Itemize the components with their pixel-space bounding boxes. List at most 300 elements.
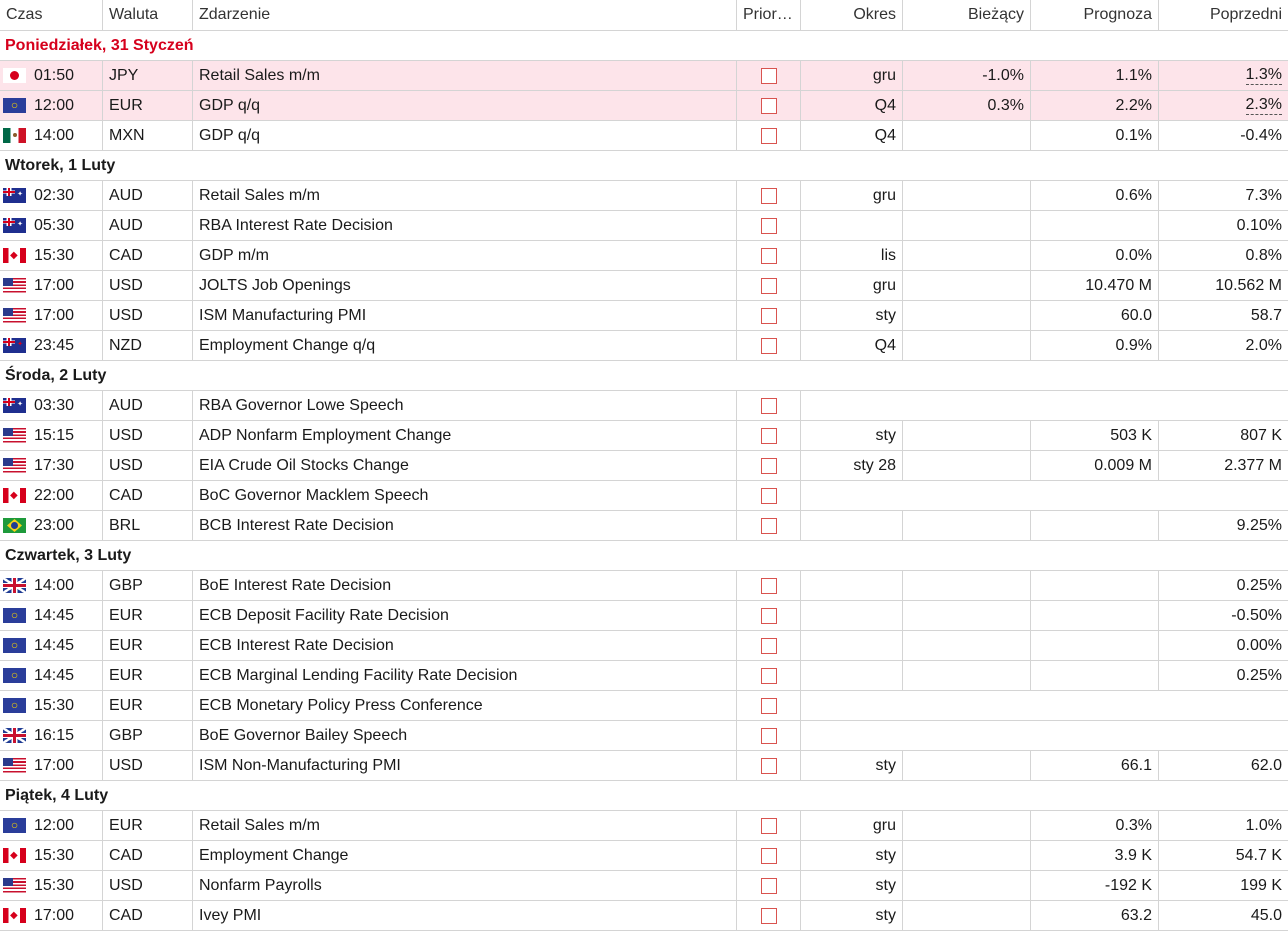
previous-cell	[1158, 901, 1288, 930]
event-name[interactable]: Ivey PMI	[192, 901, 736, 930]
currency-cell: CAD	[102, 841, 192, 870]
currency-cell: EUR	[102, 631, 192, 660]
period-cell: sty	[800, 751, 902, 780]
previous-cell	[1158, 331, 1288, 360]
actual-cell	[902, 271, 1030, 300]
previous-cell	[1158, 571, 1288, 600]
table-row[interactable]	[0, 91, 1288, 121]
col-header-forecast[interactable]: Prognoza	[1030, 0, 1158, 30]
currency-cell: CAD	[102, 481, 192, 510]
currency-cell: USD	[102, 871, 192, 900]
time-cell	[0, 901, 102, 930]
table-row[interactable]	[0, 841, 1288, 871]
priority-checkbox[interactable]	[761, 218, 777, 234]
event-time: 17:00	[34, 276, 75, 294]
priority-cell	[736, 571, 800, 600]
event-name[interactable]: BCB Interest Rate Decision	[192, 511, 736, 540]
us-flag-icon	[3, 278, 26, 293]
nz-flag-icon	[3, 338, 26, 353]
table-row[interactable]	[0, 211, 1288, 241]
priority-cell	[736, 121, 800, 150]
time-cell	[0, 571, 102, 600]
previous-value: 58.7	[1250, 306, 1282, 324]
event-time: 17:00	[34, 756, 75, 774]
priority-cell	[736, 751, 800, 780]
previous-value: 0.00%	[1236, 636, 1282, 654]
event-name[interactable]: ISM Non-Manufacturing PMI	[192, 751, 736, 780]
forecast-cell	[1030, 211, 1158, 240]
period-cell: sty 28	[800, 451, 902, 480]
priority-checkbox[interactable]	[761, 518, 777, 534]
previous-cell	[1158, 121, 1288, 150]
actual-cell	[902, 451, 1030, 480]
currency-cell: USD	[102, 301, 192, 330]
eu-flag-icon	[3, 98, 26, 113]
time-cell	[0, 841, 102, 870]
forecast-cell	[1030, 601, 1158, 630]
event-time: 22:00	[34, 486, 75, 504]
event-name[interactable]: Retail Sales m/m	[192, 181, 736, 210]
forecast-cell: -192 K	[1030, 871, 1158, 900]
time-cell	[0, 391, 102, 420]
au-flag-icon	[3, 188, 26, 203]
actual-cell	[902, 901, 1030, 930]
event-time: 01:50	[34, 66, 75, 84]
br-flag-icon	[3, 518, 26, 533]
table-row[interactable]	[0, 181, 1288, 211]
priority-cell	[736, 871, 800, 900]
table-row[interactable]	[0, 751, 1288, 781]
priority-checkbox[interactable]	[761, 308, 777, 324]
eu-flag-icon	[3, 608, 26, 623]
event-name[interactable]: JOLTS Job Openings	[192, 271, 736, 300]
event-name[interactable]: Retail Sales m/m	[192, 61, 736, 90]
priority-checkbox[interactable]	[761, 68, 777, 84]
priority-checkbox[interactable]	[761, 878, 777, 894]
time-cell	[0, 451, 102, 480]
day-header: Środa, 2 Luty	[0, 361, 1288, 391]
eu-flag-icon	[3, 698, 26, 713]
period-cell: sty	[800, 421, 902, 450]
actual-cell	[902, 511, 1030, 540]
forecast-cell: 0.3%	[1030, 811, 1158, 840]
actual-cell	[902, 721, 1030, 750]
table-row[interactable]	[0, 601, 1288, 631]
table-body	[0, 31, 1288, 931]
previous-cell	[1158, 211, 1288, 240]
previous-value: 2.377 M	[1224, 456, 1282, 474]
priority-cell	[736, 331, 800, 360]
priority-checkbox[interactable]	[761, 248, 777, 264]
priority-checkbox[interactable]	[761, 818, 777, 834]
event-name[interactable]: ECB Marginal Lending Facility Rate Decision	[192, 661, 736, 690]
priority-checkbox[interactable]	[761, 758, 777, 774]
event-name[interactable]: BoE Governor Bailey Speech	[192, 721, 736, 750]
table-row[interactable]	[0, 331, 1288, 361]
period-cell: sty	[800, 901, 902, 930]
day-header: Czwartek, 3 Luty	[0, 541, 1288, 571]
actual-cell	[902, 301, 1030, 330]
currency-cell: CAD	[102, 241, 192, 270]
currency-cell: AUD	[102, 181, 192, 210]
event-time: 17:00	[34, 906, 75, 924]
day-header: Wtorek, 1 Luty	[0, 151, 1288, 181]
table-row[interactable]	[0, 811, 1288, 841]
table-row[interactable]	[0, 451, 1288, 481]
event-name[interactable]: GDP m/m	[192, 241, 736, 270]
previous-value: 45.0	[1250, 906, 1282, 924]
previous-value: 9.25%	[1236, 516, 1282, 534]
event-name[interactable]: Employment Change q/q	[192, 331, 736, 360]
us-flag-icon	[3, 758, 26, 773]
previous-cell	[1158, 241, 1288, 270]
priority-cell	[736, 691, 800, 720]
table-row[interactable]	[0, 421, 1288, 451]
previous-cell	[1158, 841, 1288, 870]
forecast-cell: 0.1%	[1030, 121, 1158, 150]
previous-value: 10.562 M	[1215, 276, 1282, 294]
previous-value: 0.25%	[1236, 666, 1282, 684]
us-flag-icon	[3, 308, 26, 323]
currency-cell: USD	[102, 451, 192, 480]
period-cell: Q4	[800, 121, 902, 150]
forecast-cell: 3.9 K	[1030, 841, 1158, 870]
currency-cell: AUD	[102, 391, 192, 420]
priority-cell	[736, 391, 800, 420]
currency-cell: EUR	[102, 691, 192, 720]
priority-checkbox[interactable]	[761, 398, 777, 414]
priority-cell	[736, 511, 800, 540]
actual-cell	[902, 871, 1030, 900]
priority-cell	[736, 61, 800, 90]
actual-cell	[902, 241, 1030, 270]
event-name[interactable]: GDP q/q	[192, 121, 736, 150]
period-cell	[800, 631, 902, 660]
event-name[interactable]: ECB Deposit Facility Rate Decision	[192, 601, 736, 630]
event-time: 14:45	[34, 606, 75, 624]
previous-value: 807 K	[1240, 426, 1282, 444]
event-name[interactable]: ISM Manufacturing PMI	[192, 301, 736, 330]
col-header-previous[interactable]: Poprzedni	[1158, 0, 1288, 30]
previous-cell	[1158, 181, 1288, 210]
au-flag-icon	[3, 398, 26, 413]
event-name[interactable]: BoC Governor Macklem Speech	[192, 481, 736, 510]
priority-cell	[736, 91, 800, 120]
previous-value: -0.4%	[1240, 126, 1282, 144]
currency-cell: JPY	[102, 61, 192, 90]
previous-cell	[1158, 301, 1288, 330]
us-flag-icon	[3, 878, 26, 893]
event-name[interactable]: Retail Sales m/m	[192, 811, 736, 840]
table-row[interactable]	[0, 871, 1288, 901]
forecast-cell: 0.6%	[1030, 181, 1158, 210]
priority-cell	[736, 301, 800, 330]
time-cell	[0, 241, 102, 270]
actual-cell	[902, 811, 1030, 840]
previous-cell	[1158, 271, 1288, 300]
event-time: 14:00	[34, 576, 75, 594]
ca-flag-icon	[3, 488, 26, 503]
event-time: 02:30	[34, 186, 75, 204]
forecast-cell: 0.0%	[1030, 241, 1158, 270]
event-time: 12:00	[34, 816, 75, 834]
period-cell	[800, 601, 902, 630]
actual-cell	[902, 391, 1030, 420]
time-cell	[0, 421, 102, 450]
priority-cell	[736, 721, 800, 750]
previous-cell	[1158, 631, 1288, 660]
currency-cell: USD	[102, 421, 192, 450]
period-cell: Q4	[800, 91, 902, 120]
currency-cell: AUD	[102, 211, 192, 240]
time-cell	[0, 121, 102, 150]
currency-cell: EUR	[102, 811, 192, 840]
event-name[interactable]: ECB Interest Rate Decision	[192, 631, 736, 660]
previous-cell	[1158, 601, 1288, 630]
event-time: 17:30	[34, 456, 75, 474]
previous-cell	[1158, 811, 1288, 840]
eu-flag-icon	[3, 638, 26, 653]
currency-cell: EUR	[102, 601, 192, 630]
ca-flag-icon	[3, 908, 26, 923]
table-row[interactable]	[0, 61, 1288, 91]
forecast-cell	[1030, 661, 1158, 690]
day-header: Poniedziałek, 31 Styczeń	[0, 31, 1288, 61]
priority-checkbox[interactable]	[761, 488, 777, 504]
table-row[interactable]	[0, 391, 1288, 421]
previous-value: 7.3%	[1245, 186, 1282, 204]
priority-checkbox[interactable]	[761, 728, 777, 744]
previous-cell	[1158, 721, 1288, 750]
time-cell	[0, 871, 102, 900]
previous-value: 0.8%	[1245, 246, 1282, 264]
previous-cell	[1158, 61, 1288, 90]
time-cell	[0, 691, 102, 720]
priority-checkbox[interactable]	[761, 668, 777, 684]
period-cell: sty	[800, 871, 902, 900]
time-cell	[0, 61, 102, 90]
event-time: 15:15	[34, 426, 75, 444]
currency-cell: CAD	[102, 901, 192, 930]
period-cell: lis	[800, 241, 902, 270]
currency-cell: GBP	[102, 571, 192, 600]
priority-checkbox[interactable]	[761, 638, 777, 654]
time-cell	[0, 331, 102, 360]
currency-cell: USD	[102, 751, 192, 780]
previous-cell	[1158, 661, 1288, 690]
table-row[interactable]	[0, 571, 1288, 601]
priority-checkbox[interactable]	[761, 278, 777, 294]
us-flag-icon	[3, 428, 26, 443]
day-header: Piątek, 4 Luty	[0, 781, 1288, 811]
priority-cell	[736, 901, 800, 930]
priority-cell	[736, 631, 800, 660]
priority-checkbox[interactable]	[761, 458, 777, 474]
time-cell	[0, 211, 102, 240]
previous-cell	[1158, 421, 1288, 450]
col-header-period[interactable]: Okres	[800, 0, 902, 30]
ca-flag-icon	[3, 848, 26, 863]
priority-checkbox[interactable]	[761, 698, 777, 714]
event-time: 14:45	[34, 636, 75, 654]
period-cell: Q4	[800, 331, 902, 360]
priority-checkbox[interactable]	[761, 98, 777, 114]
event-name[interactable]: EIA Crude Oil Stocks Change	[192, 451, 736, 480]
jp-flag-icon	[3, 68, 26, 83]
period-cell	[800, 691, 902, 720]
time-cell	[0, 481, 102, 510]
event-time: 23:45	[34, 336, 75, 354]
table-header	[0, 0, 1288, 31]
forecast-cell	[1030, 391, 1158, 420]
event-time: 03:30	[34, 396, 75, 414]
col-header-time[interactable]: Czas	[6, 6, 43, 23]
forecast-cell	[1030, 691, 1158, 720]
col-header-actual[interactable]: Bieżący	[902, 0, 1030, 30]
previous-cell	[1158, 871, 1288, 900]
table-row[interactable]	[0, 721, 1288, 751]
period-cell	[800, 721, 902, 750]
actual-cell	[902, 571, 1030, 600]
priority-cell	[736, 661, 800, 690]
actual-cell	[902, 421, 1030, 450]
actual-cell	[902, 181, 1030, 210]
priority-checkbox[interactable]	[761, 428, 777, 444]
priority-cell	[736, 241, 800, 270]
previous-value: 54.7 K	[1235, 846, 1282, 864]
previous-cell	[1158, 691, 1288, 720]
previous-value: 1.0%	[1245, 816, 1282, 834]
currency-cell: EUR	[102, 91, 192, 120]
priority-checkbox[interactable]	[761, 848, 777, 864]
table-row[interactable]	[0, 271, 1288, 301]
event-name[interactable]: BoE Interest Rate Decision	[192, 571, 736, 600]
forecast-cell	[1030, 571, 1158, 600]
forecast-cell: 2.2%	[1030, 91, 1158, 120]
previous-value: 2.3%	[1245, 96, 1282, 113]
table-row[interactable]	[0, 481, 1288, 511]
period-cell: sty	[800, 301, 902, 330]
mx-flag-icon	[3, 128, 26, 143]
table-row[interactable]	[0, 631, 1288, 661]
previous-value: 0.25%	[1236, 576, 1282, 594]
time-cell	[0, 181, 102, 210]
actual-cell	[902, 601, 1030, 630]
table-row[interactable]	[0, 301, 1288, 331]
event-name[interactable]: RBA Interest Rate Decision	[192, 211, 736, 240]
event-time: 15:30	[34, 696, 75, 714]
priority-cell	[736, 811, 800, 840]
priority-cell	[736, 421, 800, 450]
eu-flag-icon	[3, 818, 26, 833]
au-flag-icon	[3, 218, 26, 233]
forecast-cell: 0.009 M	[1030, 451, 1158, 480]
time-cell	[0, 301, 102, 330]
previous-cell	[1158, 751, 1288, 780]
previous-cell	[1158, 511, 1288, 540]
period-cell: gru	[800, 271, 902, 300]
currency-cell: NZD	[102, 331, 192, 360]
period-cell: gru	[800, 61, 902, 90]
col-header-priority[interactable]: Prior…	[736, 0, 800, 30]
col-header-currency[interactable]: Waluta	[102, 0, 192, 30]
event-time: 15:30	[34, 246, 75, 264]
event-time: 15:30	[34, 846, 75, 864]
event-name[interactable]: ECB Monetary Policy Press Conference	[192, 691, 736, 720]
period-cell	[800, 391, 902, 420]
currency-cell: GBP	[102, 721, 192, 750]
priority-checkbox[interactable]	[761, 188, 777, 204]
forecast-cell: 63.2	[1030, 901, 1158, 930]
priority-cell	[736, 601, 800, 630]
priority-cell	[736, 451, 800, 480]
currency-cell: USD	[102, 271, 192, 300]
time-cell	[0, 511, 102, 540]
forecast-cell: 1.1%	[1030, 61, 1158, 90]
forecast-cell: 60.0	[1030, 301, 1158, 330]
currency-cell: MXN	[102, 121, 192, 150]
previous-cell	[1158, 91, 1288, 120]
priority-checkbox[interactable]	[761, 128, 777, 144]
event-name[interactable]: ADP Nonfarm Employment Change	[192, 421, 736, 450]
forecast-cell: 503 K	[1030, 421, 1158, 450]
previous-value: -0.50%	[1231, 606, 1282, 624]
event-name[interactable]: Nonfarm Payrolls	[192, 871, 736, 900]
col-header-event[interactable]: Zdarzenie	[192, 0, 736, 30]
currency-cell: EUR	[102, 661, 192, 690]
event-name[interactable]: GDP q/q	[192, 91, 736, 120]
time-cell	[0, 811, 102, 840]
event-name[interactable]: Employment Change	[192, 841, 736, 870]
priority-checkbox[interactable]	[761, 338, 777, 354]
previous-cell	[1158, 451, 1288, 480]
period-cell: gru	[800, 811, 902, 840]
table-row[interactable]	[0, 661, 1288, 691]
forecast-cell	[1030, 511, 1158, 540]
event-time: 16:15	[34, 726, 75, 744]
us-flag-icon	[3, 458, 26, 473]
actual-cell	[902, 631, 1030, 660]
actual-cell	[902, 661, 1030, 690]
table-row[interactable]	[0, 241, 1288, 271]
period-cell	[800, 661, 902, 690]
table-row[interactable]	[0, 511, 1288, 541]
priority-checkbox[interactable]	[761, 578, 777, 594]
priority-checkbox[interactable]	[761, 608, 777, 624]
actual-cell: -1.0%	[902, 61, 1030, 90]
time-cell	[0, 721, 102, 750]
priority-cell	[736, 271, 800, 300]
previous-cell	[1158, 391, 1288, 420]
table-row[interactable]	[0, 691, 1288, 721]
previous-value: 0.10%	[1236, 216, 1282, 234]
event-name[interactable]: RBA Governor Lowe Speech	[192, 391, 736, 420]
period-cell	[800, 481, 902, 510]
actual-cell	[902, 211, 1030, 240]
forecast-cell: 0.9%	[1030, 331, 1158, 360]
table-row[interactable]	[0, 121, 1288, 151]
event-time: 23:00	[34, 516, 75, 534]
time-cell	[0, 91, 102, 120]
forecast-cell: 10.470 M	[1030, 271, 1158, 300]
table-row[interactable]	[0, 901, 1288, 931]
event-time: 14:00	[34, 126, 75, 144]
time-cell	[0, 661, 102, 690]
actual-cell: 0.3%	[902, 91, 1030, 120]
actual-cell	[902, 331, 1030, 360]
priority-checkbox[interactable]	[761, 908, 777, 924]
forecast-cell	[1030, 631, 1158, 660]
